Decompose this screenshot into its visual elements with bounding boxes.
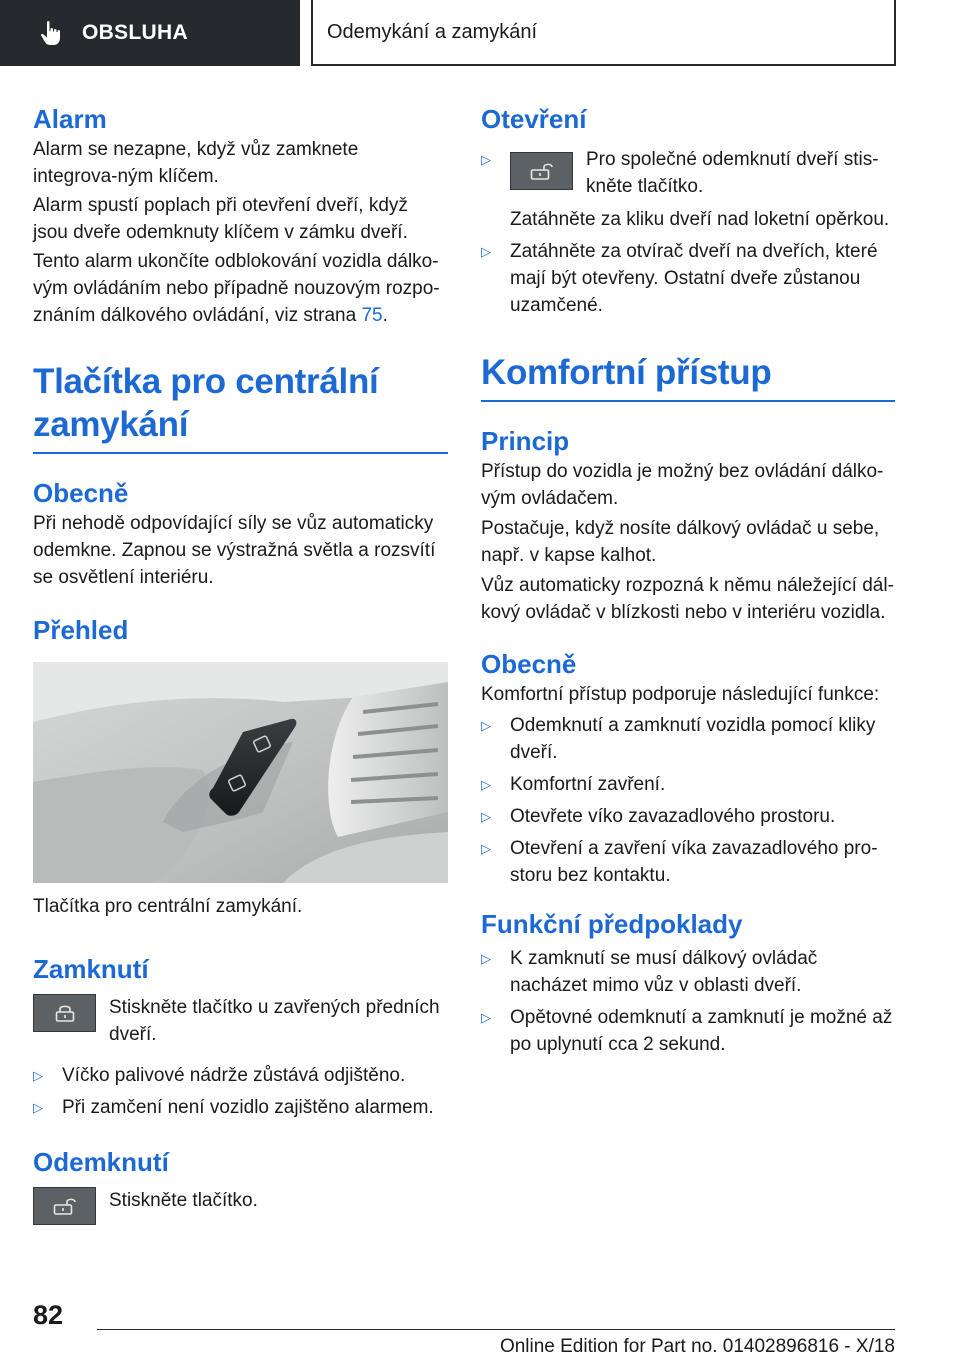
header-chapter-box bbox=[311, 0, 896, 66]
lock-instruction bbox=[33, 994, 448, 1048]
unlock-paragraph: Stiskněte tlačítko. bbox=[109, 1190, 258, 1211]
list-item bbox=[481, 712, 895, 766]
bullet-triangle-icon: ▷ bbox=[481, 951, 491, 966]
lock-paragraph: Stiskněte tlačítko u zavřených předních dveří. bbox=[109, 997, 440, 1045]
list-item bbox=[481, 803, 895, 830]
list-item-text: Zatáhněte za otvírač dveří na dveřích, které mají být otevřeny. Ostatní dveře zůstanou uzamčené. bbox=[510, 241, 878, 316]
bullet-triangle-icon: ▷ bbox=[481, 152, 491, 167]
bullet-triangle-icon: ▷ bbox=[33, 1100, 43, 1115]
open-heading: Otevření bbox=[481, 104, 587, 134]
principle-paragraph-1: Přístup do vozidla je možný bez ovládání dálko-vým ovládačem. bbox=[481, 461, 884, 509]
header-section-tab bbox=[0, 0, 300, 66]
alarm-paragraph-3-end: . bbox=[382, 305, 388, 326]
list-item bbox=[481, 1004, 895, 1058]
list-item bbox=[481, 146, 895, 200]
list-item-text: Otevřete víko zavazadlového prostoru. bbox=[510, 806, 836, 827]
footer-divider bbox=[97, 1329, 895, 1330]
unlock-instruction bbox=[33, 1187, 448, 1225]
bullet-triangle-icon: ▷ bbox=[481, 244, 491, 259]
list-item-text: K zamknutí se musí dálkový ovládač nacházet mimo vůz v oblasti dveří. bbox=[510, 948, 818, 996]
list-item-text: Víčko palivové nádrže zůstává odjištěno. bbox=[62, 1065, 406, 1086]
list-item bbox=[481, 835, 895, 889]
list-item-text: Pro společné odemknutí dveří stis-kněte tlačítko. bbox=[586, 149, 879, 197]
bullet-triangle-icon: ▷ bbox=[33, 1068, 43, 1083]
overview-heading: Přehled bbox=[33, 615, 129, 645]
page-number: 82 bbox=[33, 1300, 64, 1330]
page-link-75[interactable]: 75 bbox=[361, 305, 383, 326]
list-item bbox=[481, 238, 895, 319]
list-item-text: Komfortní zavření. bbox=[510, 774, 666, 795]
general-heading-right: Obecně bbox=[481, 649, 577, 679]
principle-heading: Princip bbox=[481, 426, 570, 456]
list-item bbox=[481, 945, 895, 999]
alarm-paragraph-3 bbox=[33, 248, 448, 329]
requirements-heading: Funkční předpoklady bbox=[481, 909, 743, 939]
central-locking-heading: Tlačítka pro centrální zamykání bbox=[33, 360, 448, 454]
bullet-triangle-icon: ▷ bbox=[481, 1010, 491, 1025]
unlock-heading: Odemknutí bbox=[33, 1147, 169, 1177]
alarm-heading: Alarm bbox=[33, 104, 107, 134]
door-buttons-photo bbox=[33, 662, 448, 883]
principle-paragraph-2: Postačuje, když nosíte dálkový ovládač u sebe, např. v kapse kalhot. bbox=[481, 518, 880, 566]
bullet-triangle-icon: ▷ bbox=[481, 718, 491, 733]
general-paragraph-right: Komfortní přístup podporuje následující funkce: bbox=[481, 684, 880, 705]
unlock-button-icon bbox=[33, 1187, 96, 1225]
edition-note: Online Edition for Part no. 01402896816 - X/18 bbox=[499, 1336, 895, 1357]
photo-caption: Tlačítka pro centrální zamykání. bbox=[33, 896, 303, 917]
bullet-triangle-icon: ▷ bbox=[481, 777, 491, 792]
principle-paragraph-3: Vůz automaticky rozpozná k němu náležející dál-kový ovládač v blízkosti nebo v interiéru vozidla. bbox=[481, 575, 894, 623]
list-item-text: Odemknutí a zamknutí vozidla pomocí kliky dveří. bbox=[510, 715, 876, 763]
lock-button-icon bbox=[33, 994, 96, 1032]
left-column bbox=[33, 100, 448, 1225]
alarm-paragraph-2: Alarm spustí poplach při otevření dveří, když jsou dveře odemknuty klíčem v zámku dveří. bbox=[33, 195, 408, 243]
bullet-triangle-icon: ▷ bbox=[481, 841, 491, 856]
list-item-text: Při zamčení není vozidlo zajištěno alarmem. bbox=[62, 1097, 434, 1118]
general-paragraph: Při nehodě odpovídající síly se vůz automaticky odemkne. Zapnou se výstražná světla a rozsvítí se osvětlení interiéru. bbox=[33, 513, 436, 588]
alarm-paragraph-3-text: Tento alarm ukončíte odblokování vozidla dálko-vým ovládáním nebo případně nouzovým rozpo-znáním dálkového ovládání, viz strana bbox=[33, 251, 440, 326]
header-chapter-title: Odemykání a zamykání bbox=[327, 20, 538, 43]
list-item bbox=[33, 1062, 448, 1089]
general-heading: Obecně bbox=[33, 478, 129, 508]
alarm-paragraph-1: Alarm se nezapne, když vůz zamknete integrova-ným klíčem. bbox=[33, 139, 359, 187]
right-column bbox=[481, 100, 895, 1058]
lock-bullet-list bbox=[33, 1062, 448, 1121]
general-bullet-list bbox=[481, 712, 895, 889]
header-section-label: OBSLUHA bbox=[82, 21, 188, 44]
list-item bbox=[33, 1094, 448, 1121]
list-item bbox=[481, 771, 895, 798]
comfort-access-heading: Komfortní přístup bbox=[481, 351, 895, 402]
lock-heading: Zamknutí bbox=[33, 954, 149, 984]
list-item-text: Opětovné odemknutí a zamknutí je možné až po uplynutí cca 2 sekund. bbox=[510, 1007, 893, 1055]
list-item-text: Otevření a zavření víka zavazadlového pro-storu bez kontaktu. bbox=[510, 838, 878, 886]
requirements-bullet-list bbox=[481, 945, 895, 1058]
hand-pointer-icon bbox=[40, 20, 62, 46]
bullet-triangle-icon: ▷ bbox=[481, 809, 491, 824]
unlock-button-icon bbox=[510, 152, 573, 190]
open-bullet-1-continuation: Zatáhněte za kliku dveří nad loketní opěrkou. bbox=[510, 209, 890, 230]
